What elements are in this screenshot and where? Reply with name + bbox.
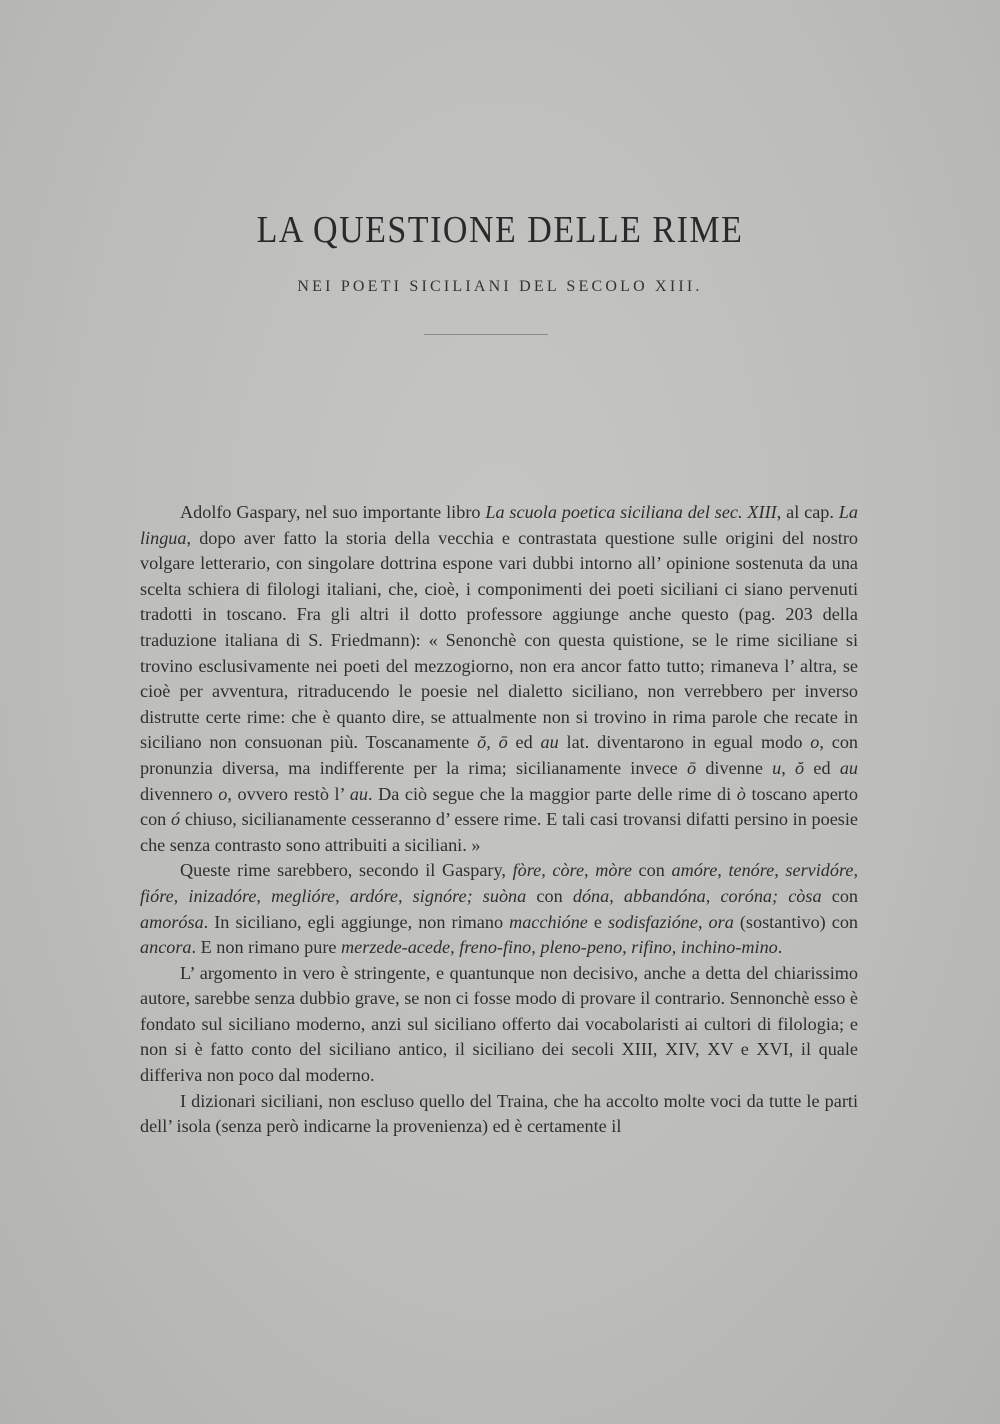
text-run: chiuso, sicilianamente cesseranno d’ essere rime. E tali casi trovansi difatti persino in poesie che senza contrasto sono attribuiti a siciliani. » [140, 809, 859, 855]
text-run: L’ argomento in vero è stringente, e quantunque non decisivo, anche a detta del chiarissimo autore, sarebbe senza dubbio grave, se non ci fosse modo di provare il contrario. Sennonchè esso è fondato sul siciliano moderno, anzi sul siciliano offerto dai vocabolaristi ai cultori di filologia; e non si è fatto conto del siciliano antico, il siciliano dei secoli XIII, XIV, XV e XVI, il quale differiva non poco dal moderno. [140, 962, 858, 1086]
paragraph-3 [140, 961, 858, 1089]
italic-text: ŏ [795, 757, 805, 778]
page-subtitle: NEI POETI SICILIANI DEL SECOLO XIII. [297, 278, 703, 295]
italic-text: macchióne [509, 911, 588, 932]
text-run: , ovvero restò l’ [227, 783, 350, 804]
text-run: (sostantivo) con [733, 911, 859, 932]
italic-text: dóna, abbandóna, coróna; còsa [572, 885, 822, 906]
body-text [140, 500, 858, 1140]
italic-text: ancora [140, 937, 192, 958]
text-run: . In siciliano, egli aggiunge, non rimano [203, 911, 510, 932]
italic-text: au [839, 757, 858, 778]
italic-text: amorósa [140, 911, 204, 932]
text-run: , dopo aver fatto la storia della vecchia e contrastata questione sulle origini del nostro volgare letterario, con singolare dottrina espone vari dubbi intorno all’ opinione sostenuta da una scelta schiera di filologi italiani, che, cioè, i componimenti dei poeti siciliani ci siano pervenuti tradotti in toscano. Fra gli altri il dotto professore aggiunge anche questo (pag. 203 della traduzione italiana di S. Friedmann): « Senonchè con questa quistione, se le rime siciliane si trovino esclusivamente nei poeti del mezzogiorno, non era ancor fatto tutto; rimaneva l’ altra, se cioè per avventura, ritraducendo le poesie nel dialetto siciliano, non verrebbero per inverso distrutte certe rime: che è quanto dire, se attualmente non si trovino in rima parole che recate in siciliano non consuonan più. Toscanamente [140, 527, 858, 753]
italic-text: ò [736, 783, 746, 804]
text-run: I dizionari siciliani, non escluso quello del Traina, che ha accolto molte voci da tutte le parti dell’ isola (senza però indicarne la provenienza) ed è certamente il [140, 1090, 858, 1137]
paragraph-4 [140, 1089, 858, 1140]
page-title: LA QUESTIONE DELLE RIME [256, 209, 744, 252]
title-divider [424, 334, 548, 335]
italic-text: ó [171, 809, 181, 830]
italic-text: ŏ, ō [477, 732, 508, 753]
italic-text: au [349, 783, 369, 804]
text-run: con [526, 885, 573, 906]
italic-text: au [540, 732, 559, 753]
italic-text: o [218, 783, 228, 804]
text-run: con [631, 860, 672, 881]
text-run: . Da ciò segue che la maggior parte delle rime di [368, 783, 737, 804]
italic-text: merzede-acede, freno-fino, pleno-peno, rifino, inchino-mino [341, 937, 778, 958]
italic-text: La scuola poetica siciliana del sec. XIII [485, 502, 777, 522]
text-run: . E non rimano pure [191, 937, 342, 958]
italic-text: o [810, 732, 820, 753]
italic-text: ō [686, 757, 697, 778]
italic-text: amóre, tenóre, servidóre, fióre, inizadóre, meglióre, ardóre, signóre; suòna [140, 860, 858, 906]
text-run: Queste rime sarebbero, secondo il Gaspary, [180, 860, 513, 881]
text-run: toscano aperto con [140, 783, 859, 830]
text-run: Adolfo Gaspary, nel suo importante libro [180, 502, 486, 522]
text-run: ed [507, 732, 541, 753]
text-run: e [587, 911, 609, 932]
text-run: ed [804, 757, 840, 778]
text-run: divenne [696, 757, 773, 778]
italic-text: La lingua [140, 502, 858, 548]
italic-text: sodisfazióne, ora [608, 911, 734, 932]
text-run: con [821, 885, 859, 906]
italic-text: fòre, còre, mòre [512, 860, 632, 881]
text-run: lat. diventarono in egual modo [558, 732, 811, 753]
text-run: , al cap. [776, 502, 839, 522]
text-run: . [777, 937, 783, 958]
paragraph-2 [140, 858, 858, 960]
text-run: divennero [140, 783, 219, 804]
text-run: , [781, 757, 796, 778]
text-run: , con pronunzia diversa, ma indifferente per la rima; sicilianamente invece [140, 732, 859, 778]
italic-text: u [772, 757, 782, 778]
paragraph-1 [140, 500, 858, 858]
